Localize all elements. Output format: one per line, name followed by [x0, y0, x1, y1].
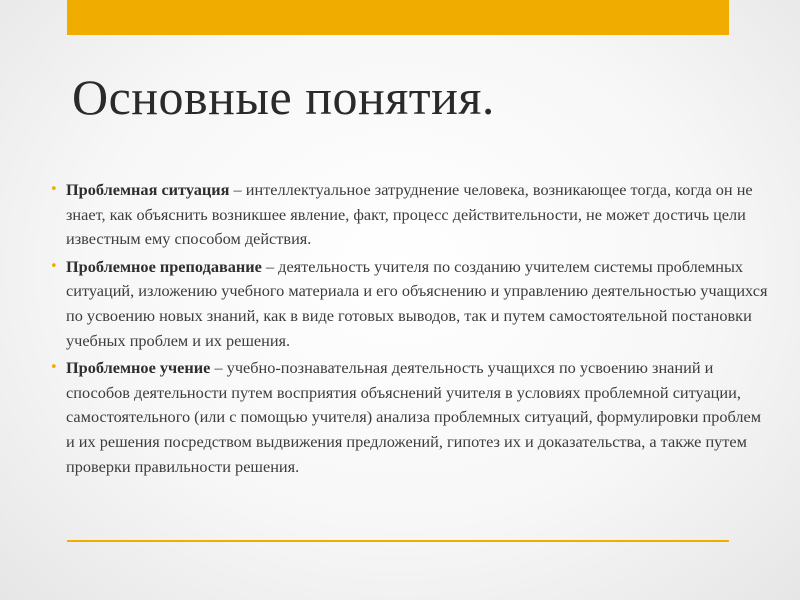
bottom-divider — [67, 540, 729, 542]
term-definition: – интеллектуальное затруднение человека, возникающее тогда, когда он не знает, как объяснить возникшее явление, факт, процесс действительности, не может достичь цели известным ему способом действия. — [66, 180, 753, 249]
bullet-icon: • — [50, 258, 58, 274]
term-label: Проблемное преподавание — [66, 256, 262, 276]
list-item — [48, 178, 768, 252]
definition-list — [48, 178, 768, 482]
term-label: Проблемное учение — [66, 358, 211, 378]
bullet-icon: • — [50, 182, 58, 197]
top-accent-bar — [67, 0, 729, 35]
bullet-icon: • — [50, 360, 58, 376]
term-definition: – учебно-познавательная деятельность учащихся по усвоению знаний и способов деятельности путем восприятия объяснений учителя в условиях проблемной ситуации, самостоятельного (или с помощью учителя) анализа проблемных ситуаций, формулировки проблем и их решения посредством выдвижения предложений, гипотез их и доказательства, а также путем проверки правильности решения. — [66, 358, 762, 476]
slide-title: Основные понятия. — [72, 69, 495, 125]
list-item — [48, 255, 768, 353]
term-definition: – деятельность учителя по созданию учителем системы проблемных ситуаций, изложению учебного материала и его объяснению и управлению деятельностью учащихся по усвоению новых знаний, как в виде готовых выводов, так и путем самостоятельной постановки учебных проблем и их решения. — [66, 256, 768, 350]
list-item — [48, 356, 768, 479]
term-label: Проблемная ситуация — [66, 180, 230, 199]
